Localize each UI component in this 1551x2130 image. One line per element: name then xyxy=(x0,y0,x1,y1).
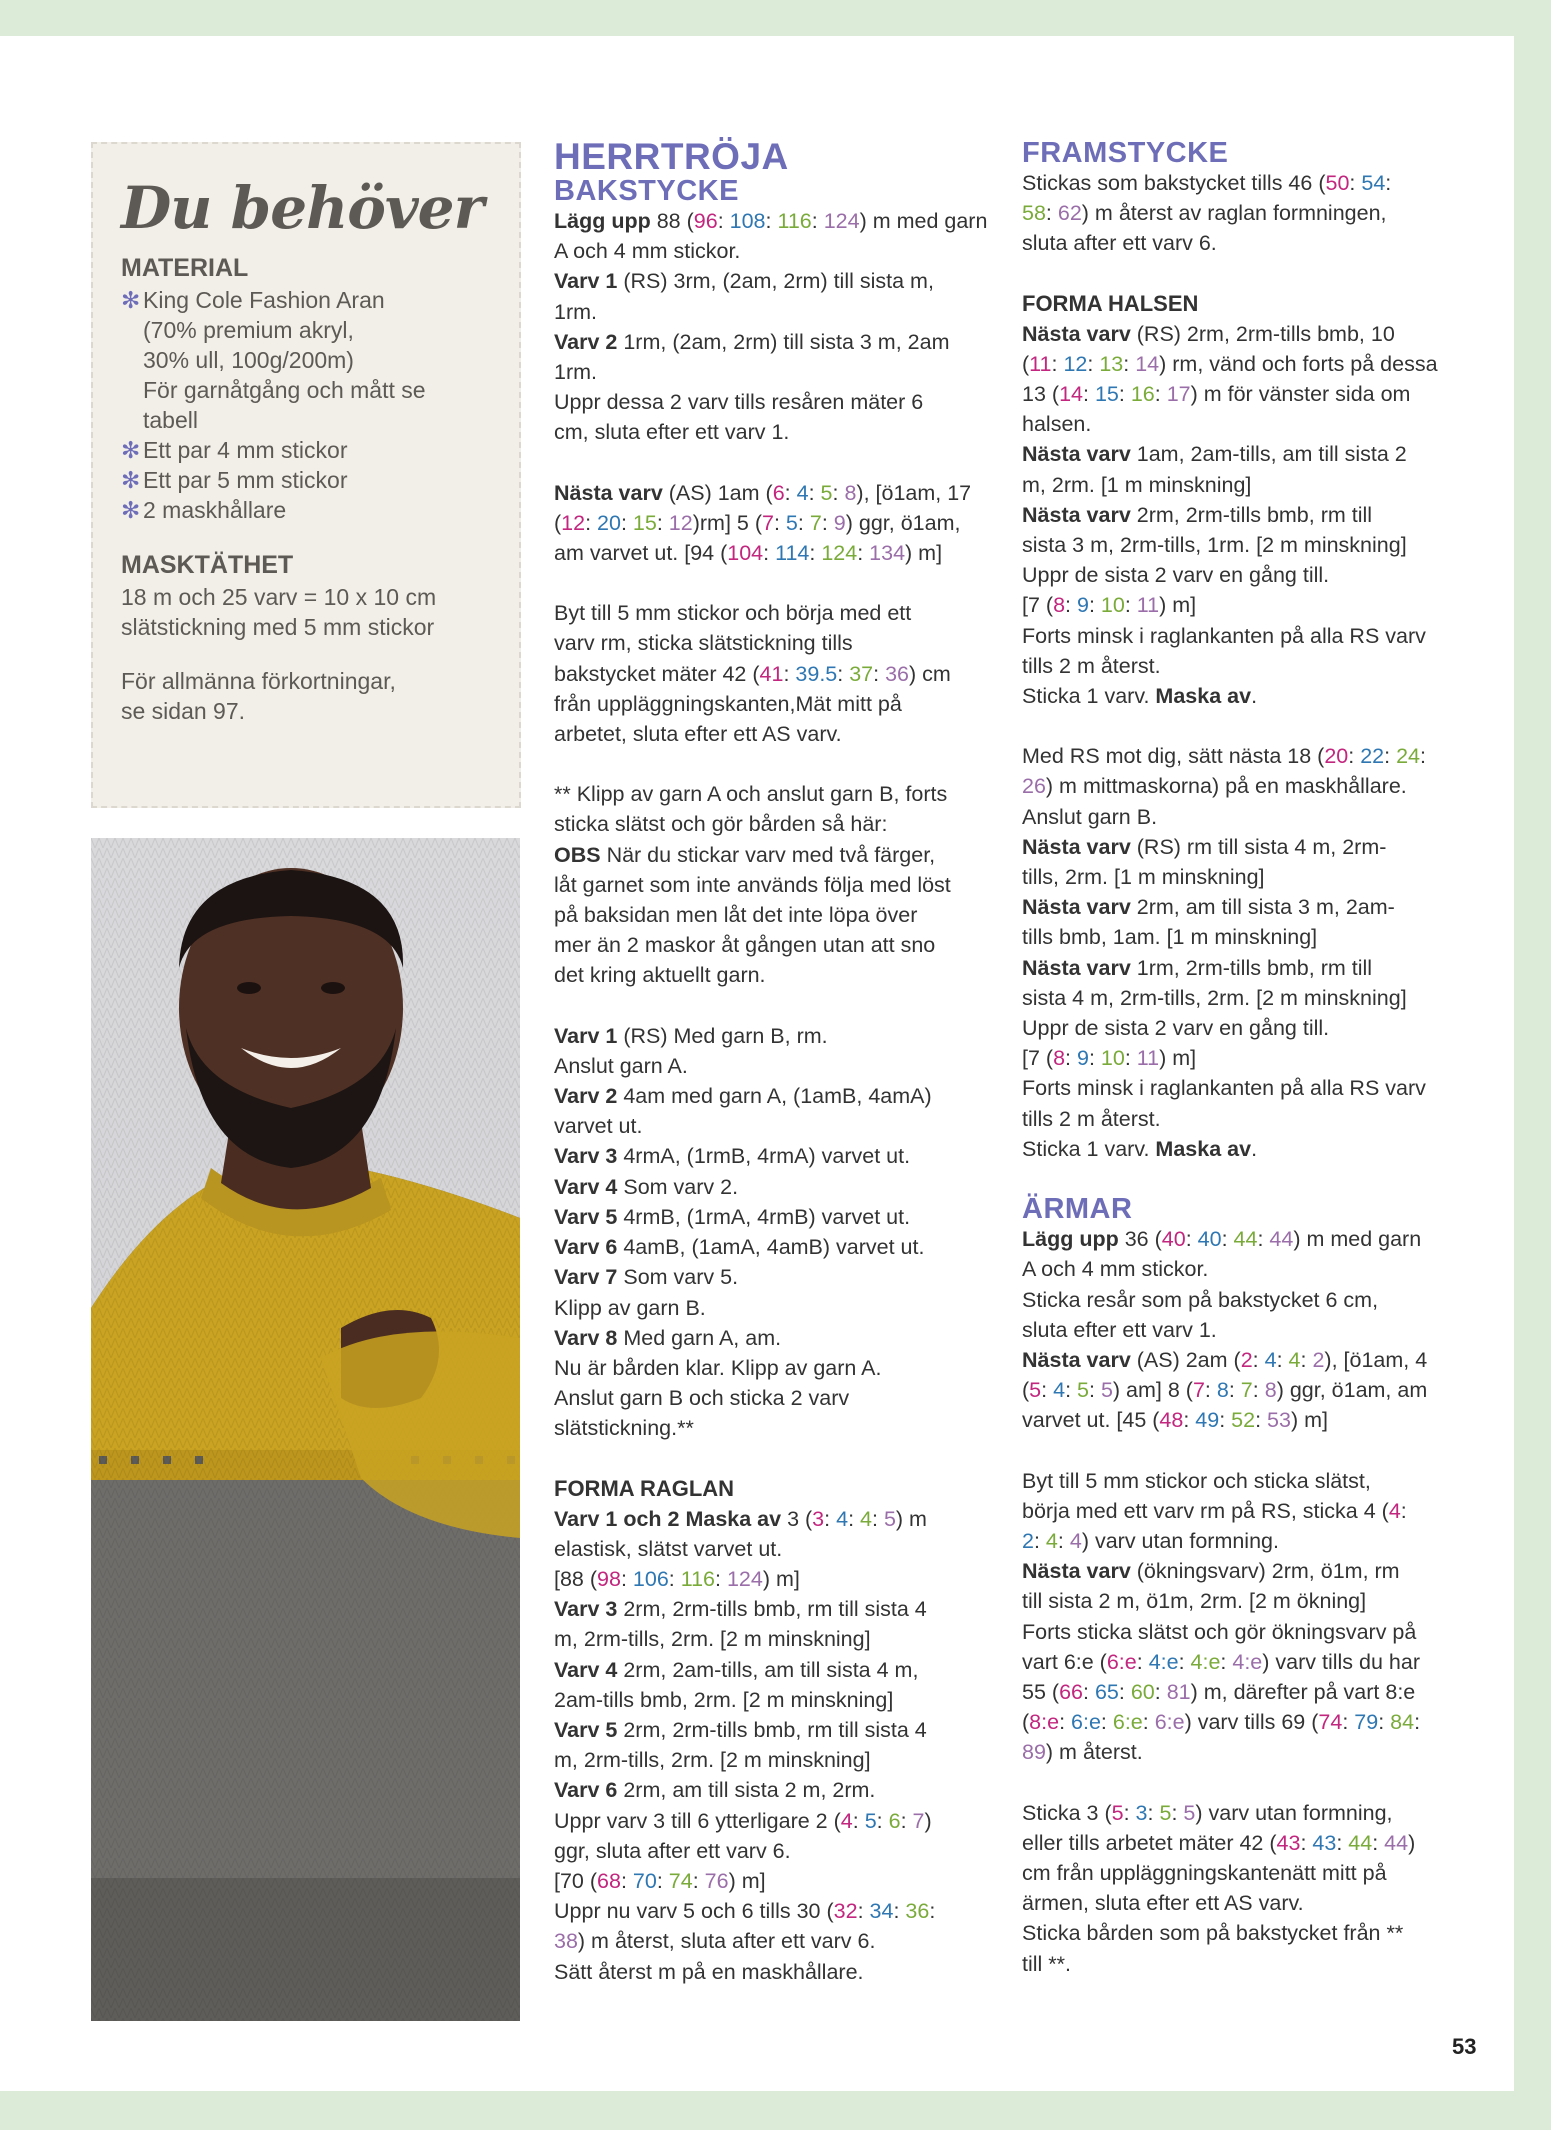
instruction-line: Nästa varv (ökningsvarv) 2rm, ö1m, rm xyxy=(1022,1559,1400,1584)
instruction-line: Varv 1 (RS) 3rm, (2am, 2rm) till sista m, xyxy=(554,269,934,294)
instruction-line: Nu är bården klar. Klipp av garn A. xyxy=(554,1355,882,1380)
instruction-line: A och 4 mm stickor. xyxy=(1022,1257,1209,1282)
instruction-line: Sticka 3 (5: 3: 5: 5) varv utan formning, xyxy=(1022,1800,1393,1825)
abbreviation-note: För allmänna förkortningar, xyxy=(121,668,396,694)
material-item: ✻ Ett par 5 mm stickor xyxy=(121,467,348,493)
gauge-line: slätstickning med 5 mm stickor xyxy=(121,614,435,640)
instruction-line: Varv 5 4rmB, (1rmA, 4rmB) varvet ut. xyxy=(554,1204,911,1229)
instruction-line: Sätt återst m på en maskhållare. xyxy=(554,1959,864,1984)
instruction-line: varv rm, sticka slätstickning tills xyxy=(554,631,853,656)
instruction-line: 2am-tills bmb, 2rm. [2 m minskning] xyxy=(554,1687,894,1712)
instruction-line: Nästa varv (AS) 1am (6: 4: 5: 8), [ö1am, 17 xyxy=(554,480,972,505)
instruction-line: Sticka 1 varv. Maska av. xyxy=(1022,684,1258,709)
spacer xyxy=(1022,259,1472,289)
instruction-line: börja med ett varv rm på RS, sticka 4 (4: xyxy=(1022,1498,1407,1523)
subsection-heading: FORMA RAGLAN xyxy=(554,1475,735,1501)
instruction-line: 55 (66: 65: 60: 81) m, därefter på vart 8:e xyxy=(1022,1679,1416,1704)
instruction-line: tills, 2rm. [1 m minskning] xyxy=(1022,865,1265,890)
instruction-line: Varv 1 och 2 Maska av 3 (3: 4: 4: 5) m xyxy=(554,1506,927,1531)
instruction-line: halsen. xyxy=(1022,412,1092,437)
instruction-line: Forts sticka slätst och gör ökningsvarv på xyxy=(1022,1619,1417,1644)
instruction-line: 26) m mittmaskorna) på en maskhållare. xyxy=(1022,774,1407,799)
bullet-star-icon: ✻ xyxy=(121,287,141,313)
instruction-line: Anslut garn B och sticka 2 varv xyxy=(554,1386,850,1411)
spacer xyxy=(554,749,994,779)
instruction-line: till sista 2 m, ö1m, 2rm. [2 m ökning] xyxy=(1022,1589,1367,1614)
material-title: MATERIAL xyxy=(121,254,249,282)
page-number: 53 xyxy=(1452,2034,1477,2059)
instruction-line: Forts minsk i raglankanten på alla RS varv xyxy=(1022,623,1426,648)
instruction-line: Varv 1 (RS) Med garn B, rm. xyxy=(554,1023,828,1048)
instruction-line: Byt till 5 mm stickor och sticka slätst, xyxy=(1022,1468,1371,1493)
instruction-line: sluta after ett varv 6. xyxy=(1022,231,1217,256)
instruction-line: Varv 3 2rm, 2rm-tills bmb, rm till sista 4 xyxy=(554,1597,927,1622)
instruction-line: Varv 5 2rm, 2rm-tills bmb, rm till sista 4 xyxy=(554,1717,927,1742)
instruction-line: [7 (8: 9: 10: 11) m] xyxy=(1022,593,1197,618)
instruction-line: ** Klipp av garn A och anslut garn B, forts xyxy=(554,782,948,807)
instruction-line: (8:e: 6:e: 6:e: 6:e) varv tills 69 (74: 79: 84: xyxy=(1022,1710,1421,1735)
instruction-line: Sticka resår som på bakstycket 6 cm, xyxy=(1022,1287,1379,1312)
instruction-line: 2: 4: 4) varv utan formning. xyxy=(1022,1528,1279,1553)
section-heading: FRAMSTYCKE xyxy=(1022,137,1229,169)
abbreviation-note: se sidan 97. xyxy=(121,698,246,724)
subsection-heading: FORMA HALSEN xyxy=(1022,290,1199,316)
instruction-line: Nästa varv 2rm, 2rm-tills bmb, rm till xyxy=(1022,502,1373,527)
material-item: tabell xyxy=(143,407,198,433)
instruction-line: Nästa varv (AS) 2am (2: 4: 4: 2), [ö1am, 4 xyxy=(1022,1347,1428,1372)
bullet-star-icon: ✻ xyxy=(121,437,141,463)
bullet-star-icon: ✻ xyxy=(121,467,141,493)
instruction-line: Varv 4 Som varv 2. xyxy=(554,1174,739,1199)
instruction-line: Varv 4 2rm, 2am-tills, am till sista 4 m, xyxy=(554,1657,919,1682)
spacer xyxy=(1022,711,1472,741)
instruction-line: A och 4 mm stickor. xyxy=(554,239,741,264)
instruction-line: Med RS mot dig, sätt nästa 18 (20: 22: 24: xyxy=(1022,744,1426,769)
instruction-line: Sticka 1 varv. Maska av. xyxy=(1022,1136,1258,1161)
instruction-line: Varv 3 4rmA, (1rmB, 4rmA) varvet ut. xyxy=(554,1144,911,1169)
instruction-line: [70 (68: 70: 74: 76) m] xyxy=(554,1868,766,1893)
instruction-line: Uppr de sista 2 varv en gång till. xyxy=(1022,1016,1330,1041)
instruction-line: Uppr dessa 2 varv tills resåren mäter 6 xyxy=(554,390,924,415)
instruction-line: m, 2rm-tills, 2rm. [2 m minskning] xyxy=(554,1627,871,1652)
instruction-line: Forts minsk i raglankanten på alla RS varv xyxy=(1022,1076,1426,1101)
model-illustration xyxy=(91,838,520,2021)
spacer xyxy=(554,448,994,478)
instruction-line: Varv 8 Med garn A, am. xyxy=(554,1325,782,1350)
spacer xyxy=(554,1444,994,1474)
instruction-line: Klipp av garn B. xyxy=(554,1295,706,1320)
instruction-line: sista 4 m, 2rm-tills, 2rm. [2 m minskning] xyxy=(1022,985,1407,1010)
instruction-line: Byt till 5 mm stickor och börja med ett xyxy=(554,601,912,626)
instruction-line: Stickas som bakstycket tills 46 (50: 54: xyxy=(1022,171,1392,195)
instruction-line: Sticka bården som på bakstycket från ** xyxy=(1022,1921,1404,1946)
instruction-line: på baksidan men låt det inte löpa över xyxy=(554,903,918,928)
material-item: ✻ Ett par 4 mm stickor xyxy=(121,437,348,463)
instruction-line: sluta efter ett varv 1. xyxy=(1022,1317,1217,1342)
section-heading: BAKSTYCKE xyxy=(554,175,739,207)
instruction-line: Nästa varv (RS) rm till sista 4 m, 2rm- xyxy=(1022,834,1387,859)
instruction-line: cm, sluta efter ett varv 1. xyxy=(554,420,790,445)
instruction-line: [7 (8: 9: 10: 11) m] xyxy=(1022,1046,1197,1071)
materials-heading: Du behöver xyxy=(121,174,484,242)
text-column-middle xyxy=(554,138,994,1987)
instruction-line: elastisk, slätst varvet ut. xyxy=(554,1536,783,1561)
instruction-line: Lägg upp 88 (96: 108: 116: 124) m med garn xyxy=(554,209,988,233)
instruction-line: Uppr varv 3 till 6 ytterligare 2 (4: 5: 6: 7) xyxy=(554,1808,932,1833)
material-item: För garnåtgång och mått se xyxy=(143,377,426,403)
instruction-line: Varv 6 4amB, (1amA, 4amB) varvet ut. xyxy=(554,1235,925,1260)
instruction-line: cm från uppläggningskantenätt mitt på xyxy=(1022,1860,1387,1885)
material-item: ✻ 2 maskhållare xyxy=(121,497,287,523)
instruction-line: (5: 4: 5: 5) am] 8 (7: 8: 7: 8) ggr, ö1am, am xyxy=(1022,1378,1428,1403)
instruction-line: Lägg upp 36 (40: 40: 44: 44) m med garn xyxy=(1022,1227,1422,1252)
instruction-line: Nästa varv (RS) 2rm, 2rm-tills bmb, 10 xyxy=(1022,321,1395,346)
material-item: (70% premium akryl, xyxy=(143,317,354,343)
instruction-line: tills 2 m återst. xyxy=(1022,653,1161,678)
instruction-line: sticka slätst och gör bården så här: xyxy=(554,812,888,837)
instruction-line: Nästa varv 1rm, 2rm-tills bmb, rm till xyxy=(1022,955,1373,980)
model-photo xyxy=(91,838,520,2021)
instruction-line: vart 6:e (6:e: 4:e: 4:e: 4:e) varv tills du har xyxy=(1022,1649,1420,1674)
instruction-line: 13 (14: 15: 16: 17) m för vänster sida om xyxy=(1022,382,1411,407)
instruction-line: 38) m återst, sluta after ett varv 6. xyxy=(554,1929,876,1954)
pattern-title: HERRTRÖJA xyxy=(554,136,789,177)
instruction-line: från uppläggningskanten,Mät mitt på xyxy=(554,691,902,716)
instruction-line: 89) m återst. xyxy=(1022,1740,1143,1765)
instruction-line: am varvet ut. [94 (104: 114: 124: 134) m] xyxy=(554,541,943,566)
instruction-line: Anslut garn B. xyxy=(1022,804,1158,829)
material-item: 30% ull, 100g/200m) xyxy=(143,347,354,373)
instruction-line: sista 3 m, 2rm-tills, 1rm. [2 m minskning] xyxy=(1022,533,1407,558)
instruction-line: Anslut garn A. xyxy=(554,1053,688,1078)
spacer xyxy=(1022,1768,1472,1798)
instruction-line: varvet ut. xyxy=(554,1114,643,1139)
spacer xyxy=(1022,1164,1472,1194)
spacer xyxy=(1022,1436,1472,1466)
instruction-line: Varv 2 1rm, (2am, 2rm) till sista 3 m, 2am xyxy=(554,329,950,354)
section-heading: ÄRMAR xyxy=(1022,1193,1133,1226)
text-column-right xyxy=(1022,138,1472,1979)
instruction-line: varvet ut. [45 (48: 49: 52: 53) m] xyxy=(1022,1408,1328,1433)
bullet-star-icon: ✻ xyxy=(121,497,141,523)
instruction-line: Nästa varv 1am, 2am-tills, am till sista 2 xyxy=(1022,442,1407,467)
spacer xyxy=(554,991,994,1021)
gauge-line: 18 m och 25 varv = 10 x 10 cm xyxy=(121,584,437,610)
instruction-line: Nästa varv 2rm, am till sista 3 m, 2am- xyxy=(1022,895,1395,920)
material-list xyxy=(121,285,491,525)
instruction-line: m, 2rm-tills, 2rm. [2 m minskning] xyxy=(554,1748,871,1773)
instruction-line: Uppr de sista 2 varv en gång till. xyxy=(1022,563,1330,588)
instruction-line: bakstycket mäter 42 (41: 39.5: 37: 36) cm xyxy=(554,661,951,686)
instruction-line: (11: 12: 13: 14) rm, vänd och forts på dessa xyxy=(1022,351,1438,376)
instruction-line: [88 (98: 106: 116: 124) m] xyxy=(554,1566,800,1591)
instruction-line: 1rm. xyxy=(554,299,597,324)
instruction-line: låt garnet som inte används följa med löst xyxy=(554,872,951,897)
instruction-line: till **. xyxy=(1022,1951,1071,1976)
materials-box xyxy=(91,142,521,808)
gauge-title: MASKTÄTHET xyxy=(121,551,294,579)
instruction-line: ggr, sluta after ett varv 6. xyxy=(554,1838,791,1863)
instruction-line: mer än 2 maskor åt gången utan att sno xyxy=(554,933,936,958)
instruction-line: ärmen, sluta efter ett AS varv. xyxy=(1022,1891,1304,1916)
instruction-line: Varv 7 Som varv 5. xyxy=(554,1265,739,1290)
instruction-line: det kring aktuellt garn. xyxy=(554,963,766,988)
instruction-line: eller tills arbetet mäter 42 (43: 43: 44: 44) xyxy=(1022,1830,1416,1855)
instruction-line: Varv 2 4am med garn A, (1amB, 4amA) xyxy=(554,1084,932,1109)
spacer xyxy=(554,568,994,598)
instruction-line: Varv 6 2rm, am till sista 2 m, 2rm. xyxy=(554,1778,876,1803)
material-item: ✻ King Cole Fashion Aran xyxy=(121,287,385,313)
instruction-line: Uppr nu varv 5 och 6 tills 30 (32: 34: 36: xyxy=(554,1899,936,1924)
instruction-line: arbetet, sluta efter ett AS varv. xyxy=(554,722,842,747)
instruction-line: tills bmb, 1am. [1 m minskning] xyxy=(1022,925,1318,950)
instruction-line: OBS När du stickar varv med två färger, xyxy=(554,842,936,867)
instruction-line: m, 2rm. [1 m minskning] xyxy=(1022,472,1252,497)
instruction-line: 58: 62) m återst av raglan formningen, xyxy=(1022,201,1387,226)
instruction-line: (12: 20: 15: 12)rm] 5 (7: 5: 7: 9) ggr, ö1am, xyxy=(554,510,961,535)
instruction-line: slätstickning.** xyxy=(554,1416,694,1441)
instruction-line: tills 2 m återst. xyxy=(1022,1106,1161,1131)
instruction-line: 1rm. xyxy=(554,360,597,385)
